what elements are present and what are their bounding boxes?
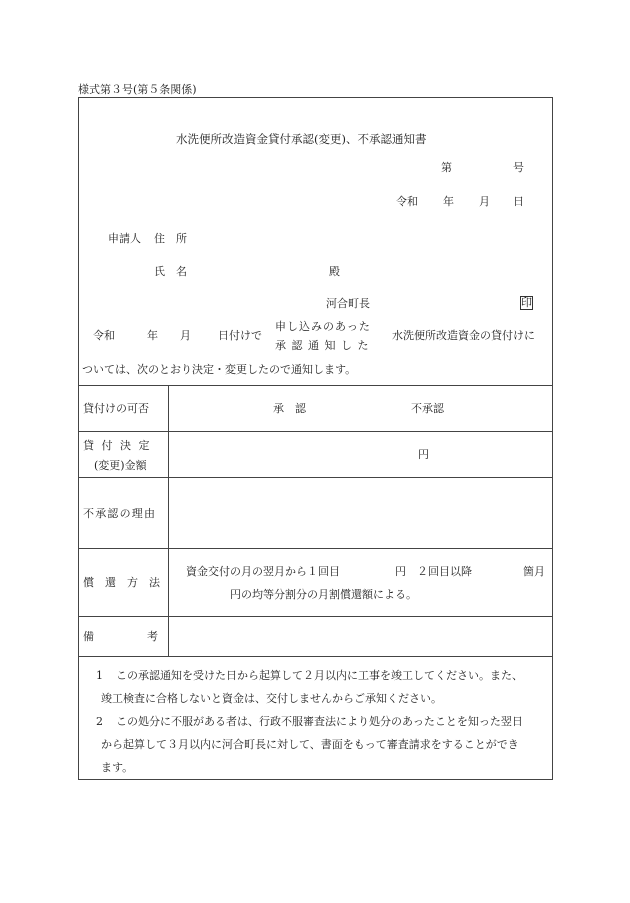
date-month: 月 xyxy=(479,195,490,208)
applicant-label: 申請人 xyxy=(108,232,141,245)
reason-label: 不承認の理由 xyxy=(83,507,157,520)
column-divider xyxy=(168,385,169,656)
row-divider xyxy=(78,548,553,549)
note-2-line1: この処分に不服がある者は、行政不服審査法により処分のあったことを知った翌日 xyxy=(116,715,523,728)
option-approve: 承 認 xyxy=(273,402,306,415)
note-2-line2: から起算して３月以内に河合町長に対して、書面をもって審査請求をすることができ xyxy=(101,738,519,751)
document-title: 水洗便所改造資金貸付承認(変更)、不承認通知書 xyxy=(176,132,427,146)
date-era: 令和 xyxy=(396,195,418,208)
seal-mark: 印 xyxy=(521,296,532,309)
choice-applied: 申し込みのあった xyxy=(275,320,371,333)
remarks-label: 備考 xyxy=(83,630,211,643)
body-era: 令和 xyxy=(93,329,115,342)
number-go: 号 xyxy=(513,161,524,174)
form-number: 様式第３号(第５条関係) xyxy=(78,83,197,96)
repayment-label: 償還方法 xyxy=(83,576,171,589)
choice-approved: 承認通知した xyxy=(275,339,374,352)
option-reject: 不承認 xyxy=(411,402,444,415)
table-top-line xyxy=(78,385,553,386)
issuer-title: 河合町長 xyxy=(326,297,370,310)
body-date-suffix: 日付けで xyxy=(218,329,262,342)
note-1-line1: この承認通知を受けた日から起算して２月以内に工事を竣工してください。また、 xyxy=(116,669,523,682)
amount-label-line2: (変更)金額 xyxy=(94,459,147,472)
row-divider xyxy=(78,431,553,432)
repayment-line1-b: 円 ２回目以降 xyxy=(395,565,472,578)
number-dai: 第 xyxy=(441,161,452,174)
repayment-line2: 円の均等分割分の月割償還額による。 xyxy=(230,588,417,601)
date-day: 日 xyxy=(513,195,524,208)
note-1-number: 1 xyxy=(96,669,103,682)
name-label: 氏 名 xyxy=(154,265,187,278)
repayment-line1-a: 資金交付の月の翌月から１回目 xyxy=(186,565,340,578)
body-month: 月 xyxy=(180,329,191,342)
body-tail: 水洗便所改造資金の貸付けに xyxy=(392,329,535,342)
note-1-line2: 竣工検査に合格しないと資金は、交付しませんからご承知ください。 xyxy=(101,692,442,705)
approval-label: 貸付けの可否 xyxy=(83,402,149,415)
address-label: 住 所 xyxy=(154,232,187,245)
amount-label-line1: 貸付決定 xyxy=(83,439,157,452)
repayment-line1-c: 箇月 xyxy=(523,565,545,578)
row-divider xyxy=(78,616,553,617)
row-divider xyxy=(78,477,553,478)
amount-unit: 円 xyxy=(418,448,429,461)
body-year: 年 xyxy=(147,329,158,342)
honorific: 殿 xyxy=(329,265,340,278)
date-year: 年 xyxy=(443,195,454,208)
table-bottom-line xyxy=(78,656,553,657)
note-2-number: 2 xyxy=(96,715,103,728)
note-2-line3: ます。 xyxy=(101,761,134,774)
body-line2: ついては、次のとおり決定・変更したので通知します。 xyxy=(82,363,357,376)
